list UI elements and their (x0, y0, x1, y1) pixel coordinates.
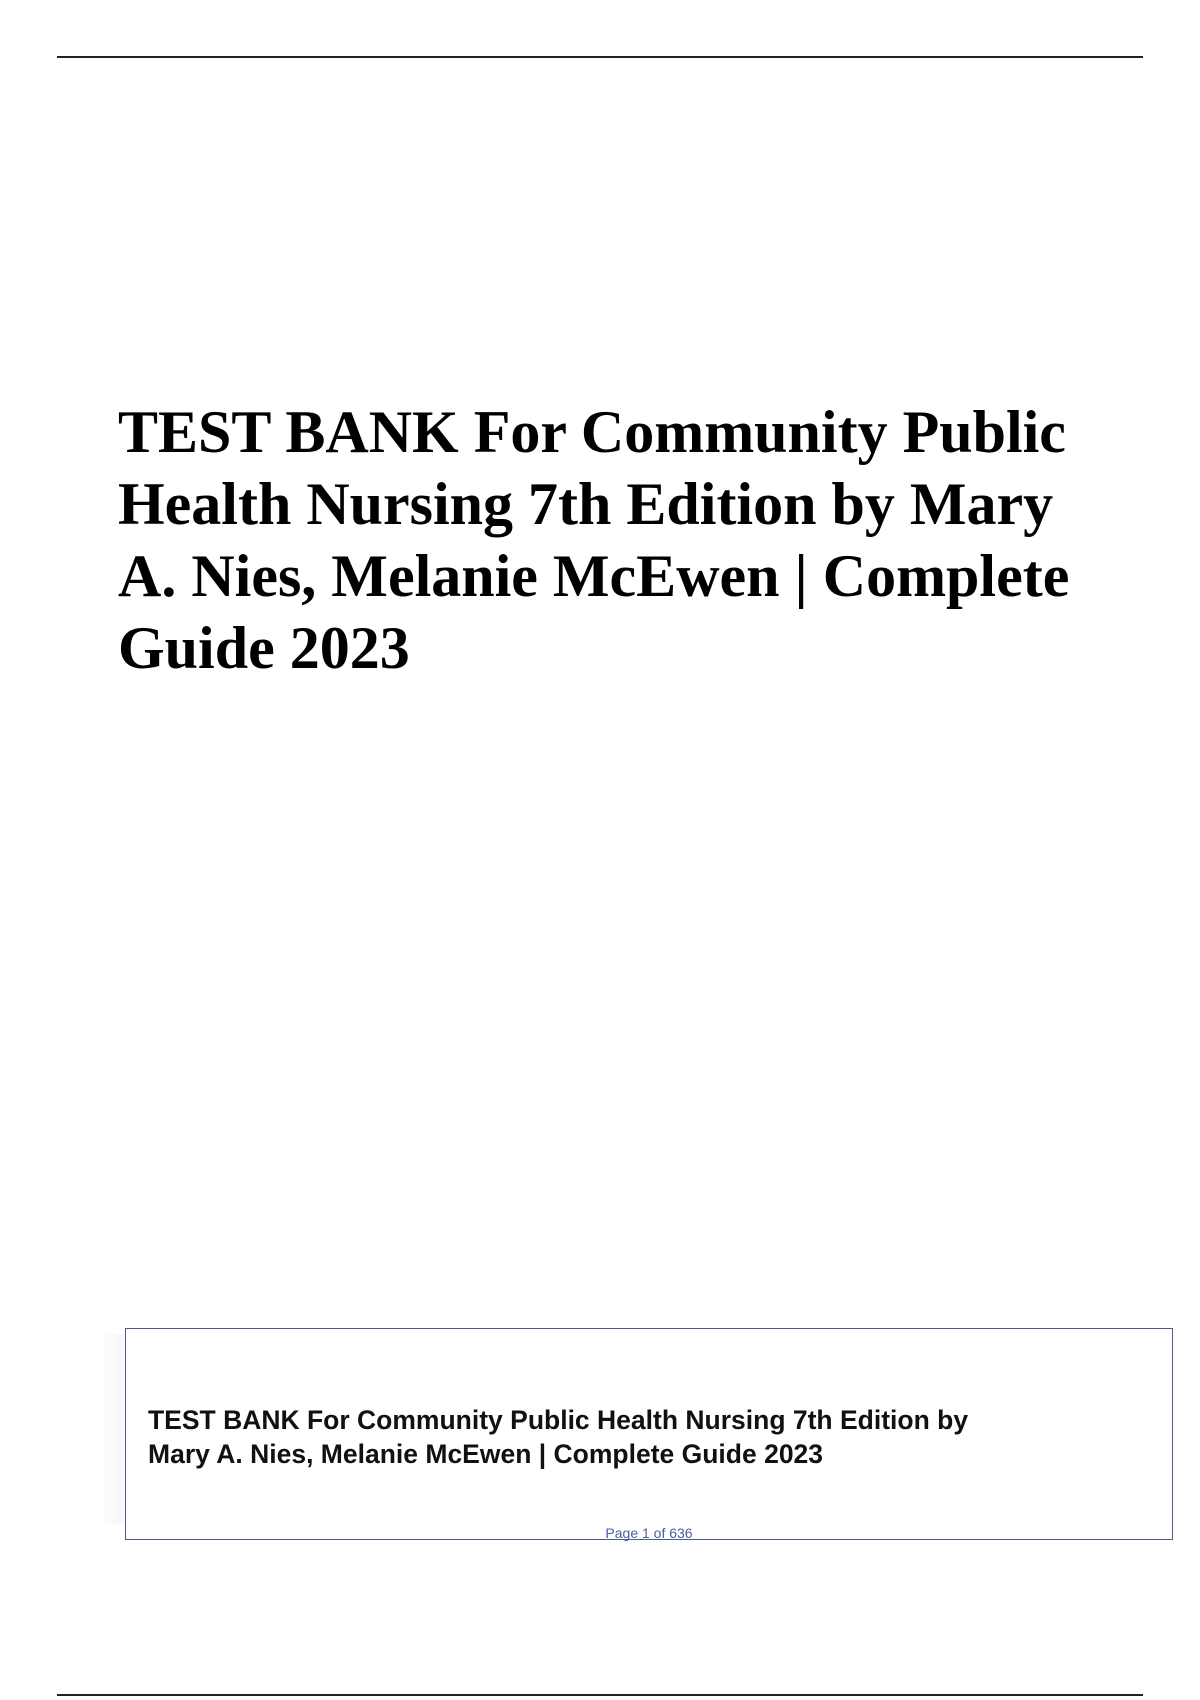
page-indicator: Page 1 of 636 (605, 1525, 693, 1541)
document-title-line: A. Nies, Melanie McEwen | Complete (118, 543, 1070, 609)
document-title-line: Health Nursing 7th Edition by Mary (118, 471, 1054, 537)
bottom-divider (57, 1694, 1143, 1696)
document-title-line: TEST BANK For Community Public (118, 399, 1066, 465)
preview-title-line: TEST BANK For Community Public Health Nursing 7th Edition by (148, 1405, 969, 1435)
document-title (118, 396, 1158, 684)
preview-shadow (98, 1334, 124, 1524)
top-divider (57, 56, 1143, 58)
preview-title-line: Mary A. Nies, Melanie McEwen | Complete Guide 2023 (148, 1439, 824, 1469)
document-title-line: Guide 2023 (118, 615, 410, 681)
preview-title (148, 1403, 968, 1471)
embedded-preview-box (125, 1328, 1173, 1540)
